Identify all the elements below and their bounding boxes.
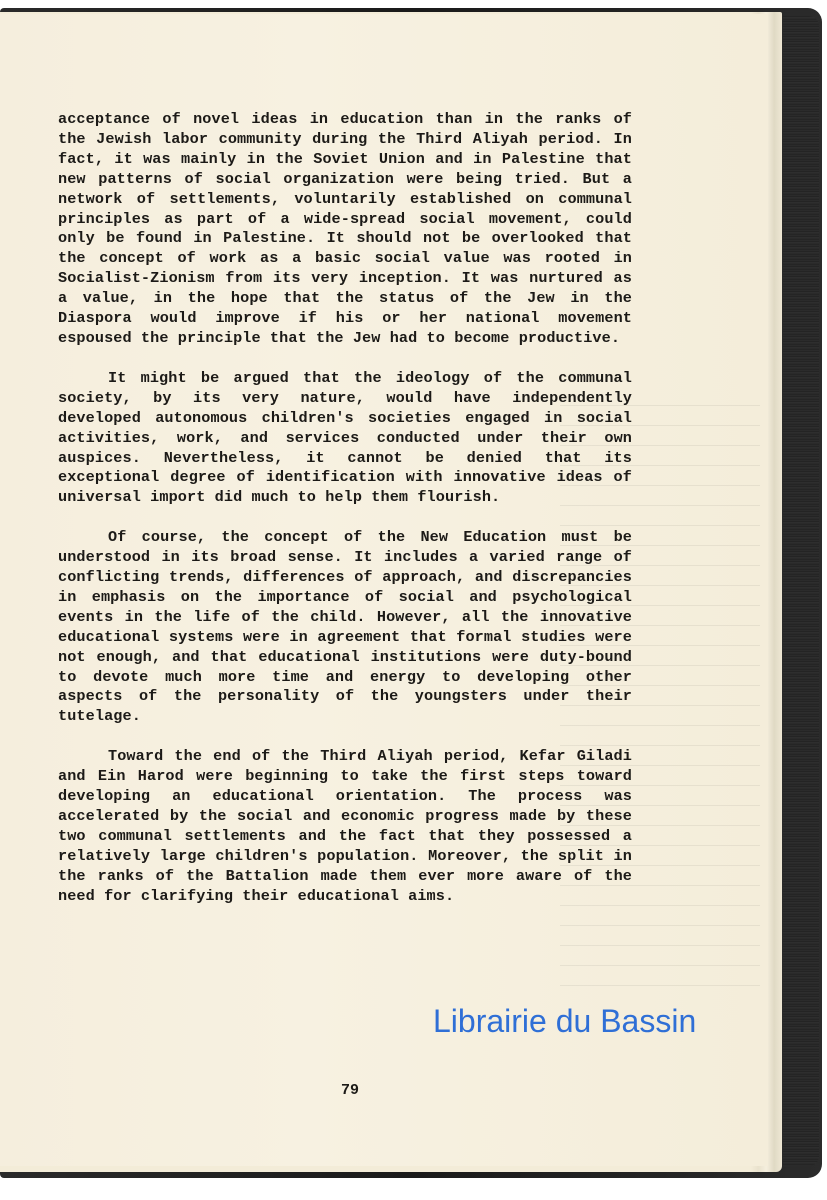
watermark-text: Librairie du Bassin [433, 1003, 697, 1039]
paragraph-2: It might be argued that the ideology of the communal society, by its very nature, would have independently developed autonomous children's societies engaged in social activities, work, and services conducted under their own auspices. Nevertheless, it cannot be denied that its exceptional degree of identification with innovative ideas of universal import did much to help them flourish. [58, 368, 632, 507]
paragraph-4: Toward the end of the Third Aliyah period, Kefar Giladi and Ein Harod were beginning to take the first steps toward developing an educational orientation. The process was accelerated by the social and economic progress made by these two communal settlements and the fact that they possessed a relatively large children's population. Moreover, the split in the ranks of the Battalion made them ever more aware of the need for clarifying their educational aims. [58, 747, 632, 905]
page-body-text [58, 110, 632, 927]
book-spine-cloth [783, 16, 819, 1166]
page-number: 79 [340, 1082, 359, 1099]
paragraph-3: Of course, the concept of the New Education must be understood in its broad sense. It includes a varied range of conflicting trends, differences of approach, and discrepancies in emphasis on the importance of social and psychological events in the life of the child. However, all the innovative educational systems were in agreement that formal studies were not enough, and that educational institutions were duty-bound to devote much more time and energy to developing other aspects of the personality of the youngsters under their tutelage. [58, 528, 632, 726]
paragraph-1: acceptance of novel ideas in education than in the ranks of the Jewish labor community during the Third Aliyah period. In fact, it was mainly in the Soviet Union and in Palestine that new patterns of social organization were being tried. But a network of settlements, voluntarily established on communal principles as part of a wide-spread social movement, could only be found in Palestine. It should not be overlooked that the concept of work as a basic social value was rooted in Socialist-Zionism from its very inception. It was nurtured as a value, in the hope that the status of the Jew in the Diaspora would improve if his or her national movement espoused the principle that the Jew had to become productive. [58, 110, 632, 347]
book-page [0, 14, 768, 1166]
